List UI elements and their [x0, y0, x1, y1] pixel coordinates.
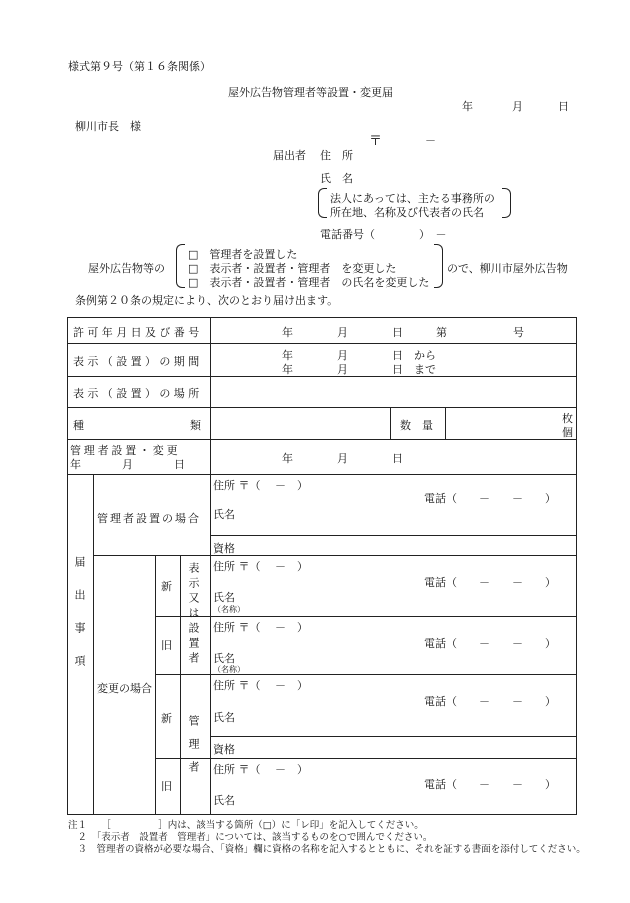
- row-line: [67, 407, 577, 408]
- display-old-address[interactable]: 住所 〒（ － ）: [213, 621, 308, 634]
- options-bracket-right: [434, 244, 443, 288]
- unit-pieces: 個: [562, 426, 573, 439]
- display-new-name-alt: （名称）: [213, 605, 245, 614]
- option-change-name[interactable]: □ 表示者・設置者・管理者 の氏名を変更した: [188, 276, 430, 289]
- row-line: [67, 343, 577, 344]
- kind-label-1: 種: [73, 419, 84, 432]
- display-new-phone[interactable]: 電話（ － － ）: [424, 576, 556, 589]
- col-line: [180, 555, 181, 814]
- manager-new-address[interactable]: 住所 〒（ － ）: [213, 679, 308, 692]
- col-line: [210, 474, 211, 814]
- kind-label-2: 類: [190, 419, 201, 432]
- permit-label: 許可年月日及び番号: [73, 326, 203, 339]
- manager-old-phone[interactable]: 電話（ － － ）: [424, 778, 556, 791]
- date-month-label: 月: [512, 100, 523, 113]
- table-border-bottom: [67, 814, 577, 815]
- corp-note-line1: 法人にあっては、主たる事務所の: [330, 192, 495, 205]
- addressee: 柳川市長 様: [75, 120, 141, 133]
- manager-date-label-1: 管理者設置・変更: [70, 444, 181, 457]
- period-from[interactable]: 年 月 日 から: [282, 349, 436, 362]
- date-day-label: 日: [558, 100, 569, 113]
- note-2: ２ 「表示者 設置者 管理者」については、該当するものを○で囲んでください。: [68, 832, 433, 843]
- period-to[interactable]: 年 月 日 まで: [282, 363, 436, 376]
- setup-name[interactable]: 氏名: [213, 508, 235, 521]
- option-setup-manager[interactable]: □ 管理者を設置した: [188, 248, 298, 261]
- manager-date-label-2: 年 月 日: [70, 458, 187, 471]
- setup-qualification[interactable]: 資格: [213, 542, 235, 555]
- col-line: [445, 407, 446, 439]
- display-setter-label: 表示又は設置者: [187, 562, 200, 667]
- applicant-name-label: 氏 名: [320, 172, 353, 185]
- row-line: [67, 474, 577, 475]
- page-title: 屋外広告物管理者等設置・変更届: [228, 86, 393, 99]
- col-line: [93, 474, 94, 814]
- row-line: [155, 758, 577, 759]
- manager-new-label: 新: [161, 712, 172, 725]
- manager-date-value[interactable]: 年 月 日: [282, 452, 403, 465]
- row-line: [210, 736, 576, 737]
- applicant-label: 届出者: [273, 149, 306, 162]
- corp-note-line2: 所在地、名称及び代表者の氏名: [330, 206, 484, 219]
- manager-old-label: 旧: [161, 780, 172, 793]
- quantity-label: 数 量: [400, 419, 433, 432]
- col-line: [155, 555, 156, 814]
- permit-value[interactable]: 年 月 日 第 号: [282, 326, 524, 339]
- postal-mark: 〒: [369, 134, 383, 149]
- col-line: [210, 317, 211, 474]
- note-1: 注１ ［ ］内は、該当する箇所（□）に「レ印」を記入してください。: [68, 820, 424, 831]
- display-new-label: 新: [161, 580, 172, 593]
- postal-dash: －: [425, 134, 436, 147]
- statement-suffix: ので、柳川市屋外広告物: [447, 262, 568, 275]
- row-line: [93, 555, 577, 556]
- table-border-left: [67, 317, 68, 815]
- options-bracket-left: [176, 244, 185, 288]
- place-label: 表示（設置）の場所: [73, 387, 203, 400]
- row-line: [155, 616, 577, 617]
- table-border-right: [576, 317, 577, 815]
- period-label: 表示（設置）の期間: [73, 355, 203, 368]
- corp-note-bracket-right: [502, 188, 511, 218]
- applicant-address-label: 住 所: [320, 149, 353, 162]
- display-new-name[interactable]: 氏名: [213, 591, 235, 604]
- display-old-phone[interactable]: 電話（ － － ）: [424, 637, 556, 650]
- display-old-name-alt: （名称）: [213, 665, 245, 674]
- applicant-phone: 電話番号（ ） －: [320, 228, 447, 241]
- corp-note-bracket-left: [318, 188, 327, 218]
- manager-old-name[interactable]: 氏名: [213, 794, 235, 807]
- manager-vertical-label: 管理者: [187, 715, 200, 784]
- form-number: 様式第９号（第１６条関係）: [68, 60, 211, 73]
- row-line: [210, 535, 576, 536]
- statement-line2: 条例第２０条の規定により、次のとおり届け出ます。: [75, 294, 339, 307]
- display-old-name[interactable]: 氏名: [213, 652, 235, 665]
- option-change-person[interactable]: □ 表示者・設置者・管理者 を変更した: [188, 262, 397, 275]
- display-old-label: 旧: [161, 639, 172, 652]
- manager-old-address[interactable]: 住所 〒（ － ）: [213, 763, 308, 776]
- display-new-address[interactable]: 住所 〒（ － ）: [213, 560, 308, 573]
- statement-prefix: 屋外広告物等の: [88, 262, 165, 275]
- col-line: [390, 407, 391, 439]
- manager-new-qualification[interactable]: 資格: [213, 743, 235, 756]
- unit-sheets: 枚: [562, 412, 573, 425]
- change-label: 変更の場合: [97, 682, 152, 695]
- table-border-top: [67, 317, 577, 318]
- notify-label: 届出事項: [73, 556, 86, 688]
- manager-new-phone[interactable]: 電話（ － － ）: [424, 695, 556, 708]
- manager-setup-label: 管理者設置の場合: [97, 512, 201, 525]
- note-3: ３ 管理者の資格が必要な場合、「資格」欄に資格の名称を記入するとともに、それを証する書面を添付してください。: [68, 844, 586, 855]
- setup-address[interactable]: 住所 〒（ － ）: [213, 479, 308, 492]
- row-line: [67, 439, 577, 440]
- manager-new-name[interactable]: 氏名: [213, 711, 235, 724]
- setup-phone[interactable]: 電話（ － － ）: [424, 492, 556, 505]
- date-year-label: 年: [462, 100, 473, 113]
